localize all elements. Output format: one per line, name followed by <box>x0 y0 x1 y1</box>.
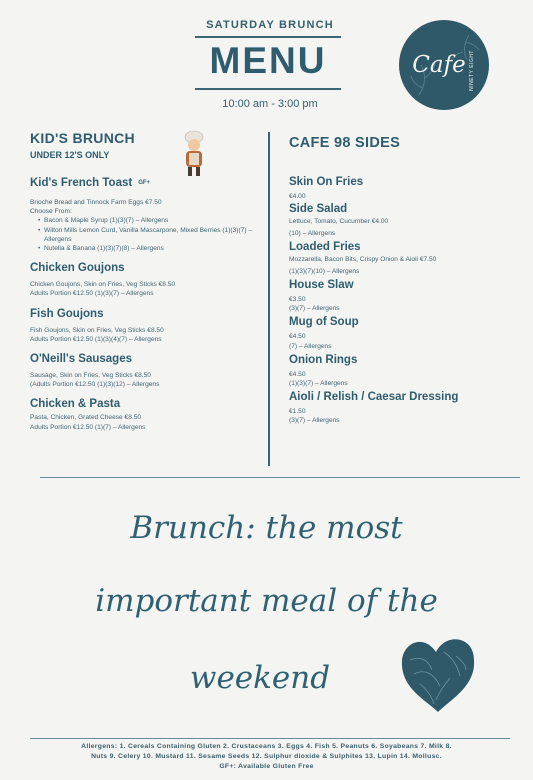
allergen-line: Allergens: 1. Cereals Containing Gluten 2. Crustaceans 3. Eggs 4. Fish 5. Peanuts 6. Soyabeans 7. Milk 8. <box>81 743 452 750</box>
kids-section-title: KID'S BRUNCH <box>30 130 135 146</box>
option-item: • Nutella & Banana (1)(3)(7)(8) – Allergens <box>38 244 255 253</box>
menu-item-description: €3.50 (3)(7) – Allergens <box>289 296 340 313</box>
kids-section-subtitle: UNDER 12'S ONLY <box>30 150 110 160</box>
section-divider <box>40 477 520 478</box>
menu-item-description: Fish Goujons, Skin on Fries, Veg Sticks €8.50 Adults Portion €12.50 (1)(3)(4)(7) – Allergens <box>30 326 164 343</box>
menu-item-description: Sausage, Skin on Fries, Veg Sticks €8.50 (Adults Portion €12.50 (1)(3)(12) – Allergens <box>30 372 160 389</box>
menu-item-name: House Slaw <box>289 279 354 292</box>
menu-item-description: Lettuce, Tomato, Cucumber €4.00 (10) – Allergens <box>289 218 389 238</box>
menu-item-description: €4.00 <box>289 193 306 200</box>
menu-item-description: Mozzarella, Bacon Bits, Crispy Onion & Aioli €7.50 (1)(3)(7)(10) – Allergens <box>289 255 437 275</box>
allergen-footer <box>22 742 511 772</box>
menu-item-name: Aioli / Relish / Caesar Dressing <box>289 391 459 404</box>
menu-item <box>30 308 255 344</box>
tagline-line-1: Brunch: the most <box>130 510 403 546</box>
tagline-line-2: important meal of the <box>95 583 438 619</box>
menu-item-name: Chicken Goujons <box>30 262 125 275</box>
menu-item-description: Pasta, Chicken, Grated Cheese €8.50 Adults Portion €12.50 (1)(7) – Allergens <box>30 414 146 431</box>
sides-section <box>289 130 489 426</box>
header-bottom-rule <box>195 88 341 90</box>
menu-item <box>289 176 489 201</box>
menu-item-name: Side Salad <box>289 203 348 216</box>
menu-item-name: O'Neill's Sausages <box>30 353 132 366</box>
opening-hours: 10:00 am - 3:00 pm <box>222 98 318 110</box>
menu-item-description: €4.50 (1)(3)(7) – Allergens <box>289 370 348 388</box>
menu-item <box>289 391 489 425</box>
header-top-rule <box>195 36 341 38</box>
menu-item-description: Brioche Bread and Tinnock Farm Eggs €7.50 Choose From: • Bacon & Maple Syrup (1)(3)(7) – Allergens • Wilton Mills Lemon Curd, Vanilla Mascarpone, Mixed Berries (1)(3)(7) – Allergens • Nutella & Banana (1)(3)(7)(8) – Allergens <box>30 198 255 253</box>
menu-item-name: Onion Rings <box>289 353 358 366</box>
logo-text: Cafe <box>412 52 466 78</box>
heart-icon <box>396 630 480 716</box>
gluten-free-badge: GF+ <box>138 179 151 186</box>
menu-item-description: €1.50 (3)(7) – Allergens <box>289 408 340 425</box>
menu-item-name: Chicken & Pasta <box>30 398 121 411</box>
logo-small-text: NINETY EIGHT <box>469 50 475 91</box>
menu-item-description: €4.50 (7) – Allergens <box>289 333 332 350</box>
menu-item <box>30 262 255 298</box>
kids-brunch-section <box>30 130 255 432</box>
gluten-free-note: GF+: Available Gluten Free <box>219 763 314 770</box>
option-item: • Wilton Mills Lemon Curd, Vanilla Mascarpone, Mixed Berries (1)(3)(7) – Allergens <box>38 226 255 244</box>
menu-subtitle: SATURDAY BRUNCH <box>206 19 334 31</box>
menu-item-description: Chicken Goujons, Skin on Fries, Veg Sticks €8.50 Adults Portion €12.50 (1)(3)(7) – Allergens <box>30 281 176 298</box>
menu-item-name: Skin On Fries <box>289 176 364 188</box>
menu-item <box>30 398 255 431</box>
menu-item-name: Mug of Soup <box>289 316 359 329</box>
menu-item <box>30 177 255 253</box>
menu-item-name: Fish Goujons <box>30 307 104 320</box>
menu-item <box>289 241 489 276</box>
allergen-line: Nuts 9. Celery 10. Mustard 11. Sesame Seeds 12. Sulphur dioxide & Sulphites 13. Lupin 14. Mollusc. <box>91 753 442 760</box>
menu-item-name: Kid's French Toast GF+ <box>30 177 151 189</box>
sides-section-title: CAFE 98 SIDES <box>289 135 401 151</box>
menu-item <box>30 353 255 389</box>
page-title: MENU <box>209 40 327 81</box>
menu-item <box>289 316 489 350</box>
menu-item <box>289 354 489 388</box>
column-divider <box>268 132 270 466</box>
menu-item <box>289 279 489 313</box>
footer-rule <box>30 738 510 739</box>
menu-item-name: Loaded Fries <box>289 240 361 253</box>
menu-item <box>289 203 489 238</box>
tagline-line-3: weekend <box>189 660 331 696</box>
option-item: • Bacon & Maple Syrup (1)(3)(7) – Allergens <box>38 216 255 225</box>
